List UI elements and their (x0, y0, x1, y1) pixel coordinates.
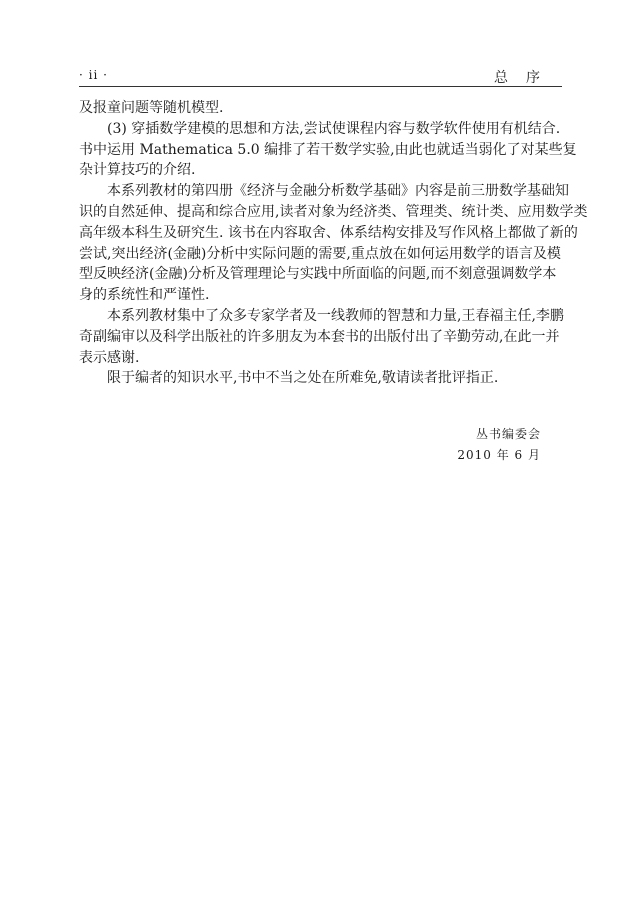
text-line: 杂计算技巧的介绍. (79, 162, 196, 179)
text-line: 型反映经济(金融)分析及管理理论与实践中所面临的问题,而不刻意强调数学本 (79, 266, 557, 283)
signature-block (457, 424, 541, 466)
body-text (79, 98, 588, 389)
text-line: 书中运用 Mathematica 5.0 编排了若干数学实验,由此也就适当弱化了对某些复 (79, 141, 577, 158)
text-line: (3) 穿插数学建模的思想和方法,尝试使课程内容与数学软件使用有机结合. (107, 120, 561, 137)
text-line: 尝试,突出经济(金融)分析中实际问题的需要,重点放在如何运用数学的语言及模 (79, 245, 561, 262)
text-line: 奇副编审以及科学出版社的许多朋友为本套书的出版付出了辛勤劳动,在此一并 (79, 328, 560, 345)
text-line: 身的系统性和严谨性. (79, 287, 210, 304)
signature-date: 2010 年 6 月 (457, 448, 541, 462)
text-line: 限于编者的知识水平,书中不当之处在所难免,敬请读者批评指正. (107, 370, 499, 387)
text-line: 本系列教材集中了众多专家学者及一线教师的智慧和力量,王春福主任,李鹏 (107, 307, 564, 324)
text-line: 本系列教材的第四册《经济与金融分析数学基础》内容是前三册数学基础知 (107, 183, 569, 200)
signature-author: 丛书编委会 (475, 427, 541, 441)
page-number: · ii · (79, 68, 108, 82)
text-line: 高年级本科生及研究生. 该书在内容取舍、体系结构安排及写作风格上都做了新的 (79, 224, 578, 241)
section-title: 总序 (494, 70, 558, 86)
text-line: 表示感谢. (79, 349, 140, 366)
text-line: 及报童问题等随机模型. (79, 100, 224, 116)
running-header (79, 66, 562, 87)
text-line: 识的自然延伸、提高和综合应用,读者对象为经济类、管理类、统计类、应用数学类 (79, 203, 588, 220)
